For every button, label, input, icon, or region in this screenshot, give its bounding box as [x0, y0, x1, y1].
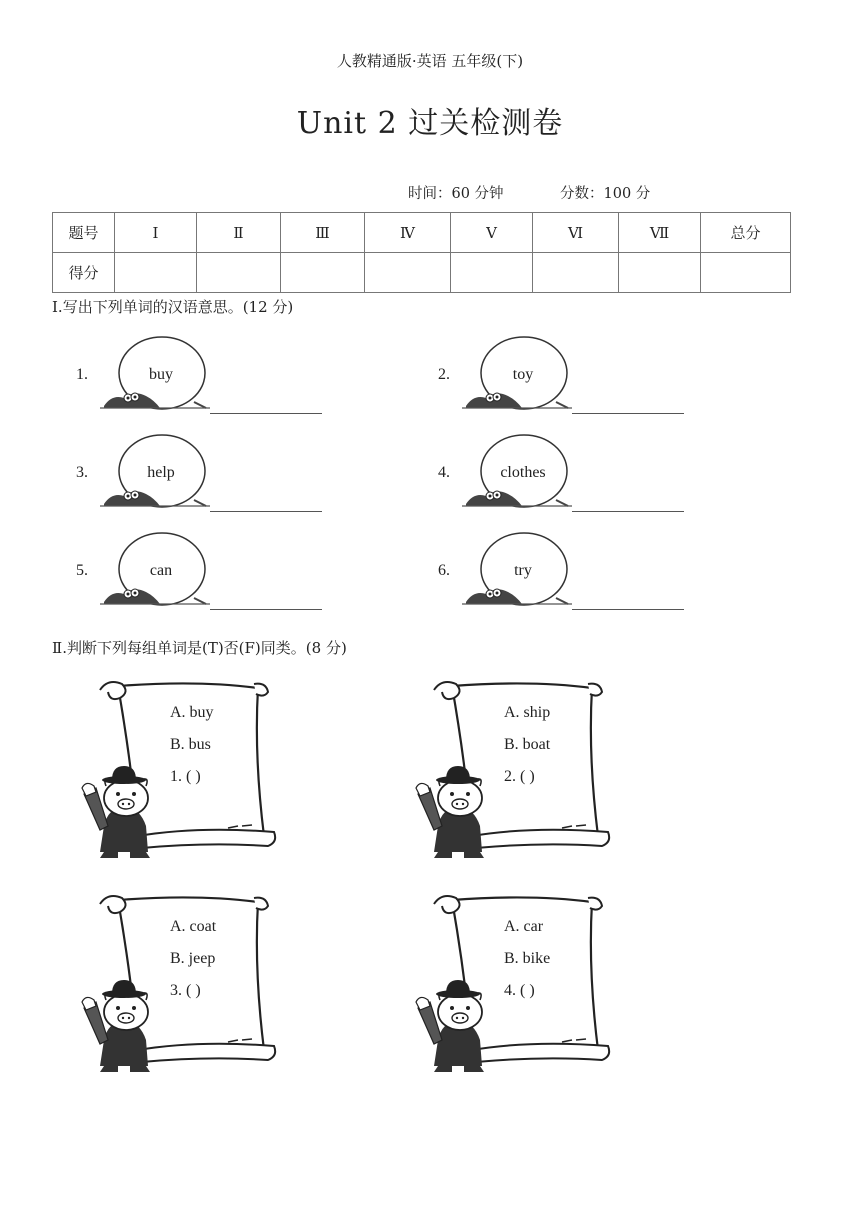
- column-header-total: 总分: [701, 213, 791, 253]
- score-cell[interactable]: [365, 253, 451, 293]
- word-group-scroll: [78, 890, 278, 1085]
- option-a: A. ship: [504, 704, 551, 721]
- answer-blank[interactable]: [210, 511, 322, 512]
- vocab-item: [438, 434, 738, 534]
- page-title: Unit 2 过关检测卷: [296, 106, 564, 141]
- item-number: 1.: [76, 366, 88, 383]
- answer-blank[interactable]: [572, 609, 684, 610]
- row-label-number: 题号: [53, 213, 115, 253]
- vocab-word: try: [514, 562, 532, 579]
- section-2-heading: Ⅱ.判断下列每组单词是(T)否(F)同类。(8 分): [52, 639, 347, 657]
- vocab-item: [76, 532, 376, 632]
- word-group-scroll: [78, 676, 278, 871]
- row-label-score: 得分: [53, 253, 115, 293]
- column-header: Ⅳ: [365, 213, 451, 253]
- score-table-header-row: [53, 213, 791, 253]
- column-header: Ⅱ: [197, 213, 281, 253]
- item-number: 4.: [438, 464, 450, 481]
- vocab-word: clothes: [500, 464, 546, 481]
- score-cell-total[interactable]: [701, 253, 791, 293]
- answer-blank[interactable]: 3. ( ): [170, 982, 201, 999]
- answer-blank[interactable]: 4. ( ): [504, 982, 535, 999]
- vocab-word: can: [149, 562, 173, 579]
- score-info: 分数：100 分: [560, 186, 651, 202]
- item-number: 6.: [438, 562, 450, 579]
- column-header: Ⅲ: [281, 213, 365, 253]
- option-a: A. buy: [170, 704, 214, 721]
- answer-blank[interactable]: [572, 511, 684, 512]
- answer-blank[interactable]: [210, 413, 322, 414]
- vocab-item: [438, 532, 738, 632]
- option-b: B. jeep: [170, 950, 216, 967]
- option-b: B. bus: [170, 736, 211, 753]
- time-info: 时间：60 分钟: [408, 186, 504, 202]
- answer-blank[interactable]: [210, 609, 322, 610]
- option-a: A. coat: [170, 918, 217, 935]
- answer-blank[interactable]: [572, 413, 684, 414]
- vocab-word: toy: [512, 366, 534, 383]
- score-cell[interactable]: [197, 253, 281, 293]
- edition-line: 人教精通版·英语 五年级(下): [336, 52, 524, 70]
- vocab-item: [438, 336, 738, 436]
- answer-blank[interactable]: 2. ( ): [504, 768, 535, 785]
- option-b: B. bike: [504, 950, 551, 967]
- score-cell[interactable]: [281, 253, 365, 293]
- option-b: B. boat: [504, 736, 551, 753]
- column-header: Ⅶ: [619, 213, 701, 253]
- score-cell[interactable]: [451, 253, 533, 293]
- column-header: Ⅵ: [533, 213, 619, 253]
- column-header: Ⅴ: [451, 213, 533, 253]
- word-group-scroll: [412, 890, 612, 1085]
- vocab-item: [76, 434, 376, 534]
- option-a: A. car: [504, 918, 544, 935]
- word-group-scroll: [412, 676, 612, 871]
- item-number: 2.: [438, 366, 450, 383]
- vocab-word: help: [147, 464, 175, 481]
- score-table-score-row: [53, 253, 791, 293]
- section-1-heading: Ⅰ.写出下列单词的汉语意思。(12 分): [52, 298, 294, 316]
- column-header: Ⅰ: [115, 213, 197, 253]
- item-number: 5.: [76, 562, 88, 579]
- vocab-item: [76, 336, 376, 436]
- score-cell[interactable]: [619, 253, 701, 293]
- score-cell[interactable]: [115, 253, 197, 293]
- item-number: 3.: [76, 464, 88, 481]
- answer-blank[interactable]: 1. ( ): [170, 768, 201, 785]
- score-cell[interactable]: [533, 253, 619, 293]
- vocab-word: buy: [149, 366, 173, 383]
- score-table: [52, 212, 791, 293]
